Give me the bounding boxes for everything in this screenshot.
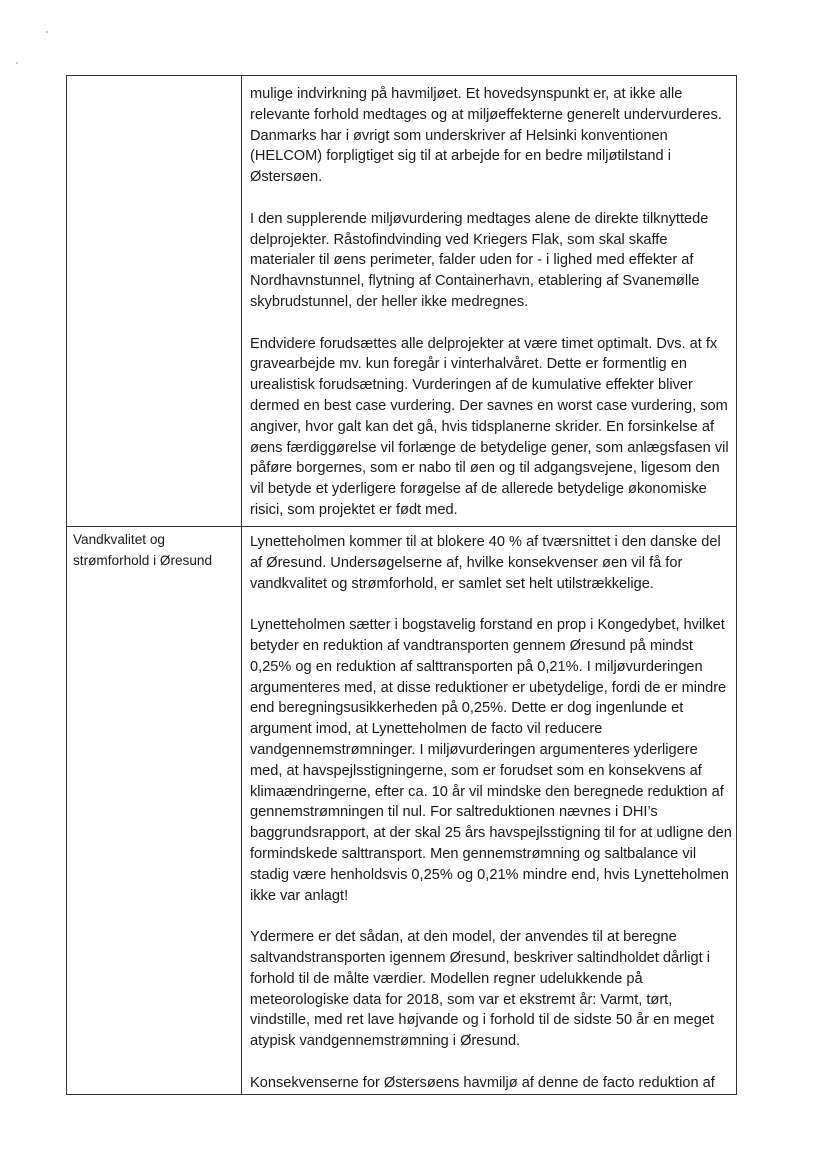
- paragraph: I den supplerende miljøvurdering medtages alene de direkte tilknyttede delprojekter. Råstofindvinding ved Kriegers Flak, som skal skaffe materialer til øens perimeter, falder uden for - i lighed med effekter af Nordhavnstunnel, flytning af Containerhavn, etablering af Svanemølle skybrudstunnel, der heller ikke medregnes.: [250, 210, 709, 310]
- table-row: [67, 76, 737, 527]
- paragraph: Lynetteholmen sætter i bogstavelig forstand en prop i Kongedybet, hvilket betyder en reduktion af vandtransporten gennem Øresund på mindst 0,25% og en reduktion af salttransporten på 0,21%. I miljøvurderingen argumenteres med, at disse reduktioner er ubetydelige, fordi de er mindre end beregningsusikkerheden på 0,25%. Dette er dog ingenlunde et argument imod, at Lynetteholmen de facto vil reducere vandgennemstrømninger. I miljøvurderingen argumenteres yderligere med, at havspejlsstigningerne, som er forudset som en konsekvens af klimaændringerne, efter ca. 10 år vil mindske den beregnede reduktion af gennemstrømningen til nul. For saltreduktionen nævnes i DHI’s baggrundsrapport, at der skal 25 års havspejlsstigning til for at udligne den formindskede salttransport. Men gennemstrømning og saltbalance vil stadig være henholdsvis 0,25% og 0,21% mindre end, hvis Lynetteholmen ikke var anlagt!: [250, 617, 732, 904]
- paragraph: Lynetteholmen kommer til at blokere 40 % af tværsnittet i den danske del af Øresund. Undersøgelserne af, hvilke konsekvenser øen vil få for vandkvalitet og strømforhold, er samlet set helt utilstrækkelige.: [250, 534, 721, 592]
- topic-cell: [67, 76, 242, 527]
- comment-cell: [242, 527, 737, 1095]
- scan-speck: [46, 31, 48, 33]
- topic-label: Vandkvalitet og strømforhold i Øresund: [73, 532, 213, 568]
- paragraph: Endvidere forudsættes alle delprojekter at være timet optimalt. Dvs. at fx gravearbejde mv. kun foregår i vinterhalvåret. Dette er formentlig en urealistisk forudsætning. Vurderingen af de kumulative effekter bliver dermed en best case vurdering. Der savnes en worst case vurdering, som angiver, hvor galt kan det gå, hvis tidsplanerne skrider. En forsinkelse af øens færdiggørelse vil forlænge de betydelige gener, som anlægsfasen vil påføre borgernes, som er nabo til øen og til adgangsvejene, ligesom den vil betyde et yderligere forøgelse af de allerede betydelige økonomiske risici, som projektet er født med.: [250, 335, 729, 518]
- paragraph: Konsekvenserne for Østersøens havmiljø af denne de facto reduktion af: [250, 1074, 715, 1091]
- paragraph: mulige indvirkning på havmiljøet. Et hovedsynspunkt er, at ikke alle relevante forhold medtages og at miljøeffekterne generelt undervurderes. Danmarks har i øvrigt som underskriver af Helsinki konventionen (HELCOM) forpligtiget sig til at arbejde for en bedre miljøtilstand i Østersøen.: [250, 86, 722, 186]
- paragraph: Ydermere er det sådan, at den model, der anvendes til at beregne saltvandstransporten igennem Øresund, beskriver saltindholdet dårligt i forhold til de målte værdier. Modellen regner udelukkende på meteorologiske data for 2018, som var et ekstremt år: Varmt, tørt, vindstille, med ret lave højvande og i forhold til de sidste 50 år en meget atypisk vandgennemstrømning i Øresund.: [250, 929, 715, 1050]
- comment-table: [66, 75, 737, 1095]
- topic-cell: [67, 527, 242, 1095]
- comment-cell: [242, 76, 737, 527]
- scan-speck: [16, 62, 18, 64]
- table-row: [67, 527, 737, 1095]
- topic-label: [67, 76, 241, 79]
